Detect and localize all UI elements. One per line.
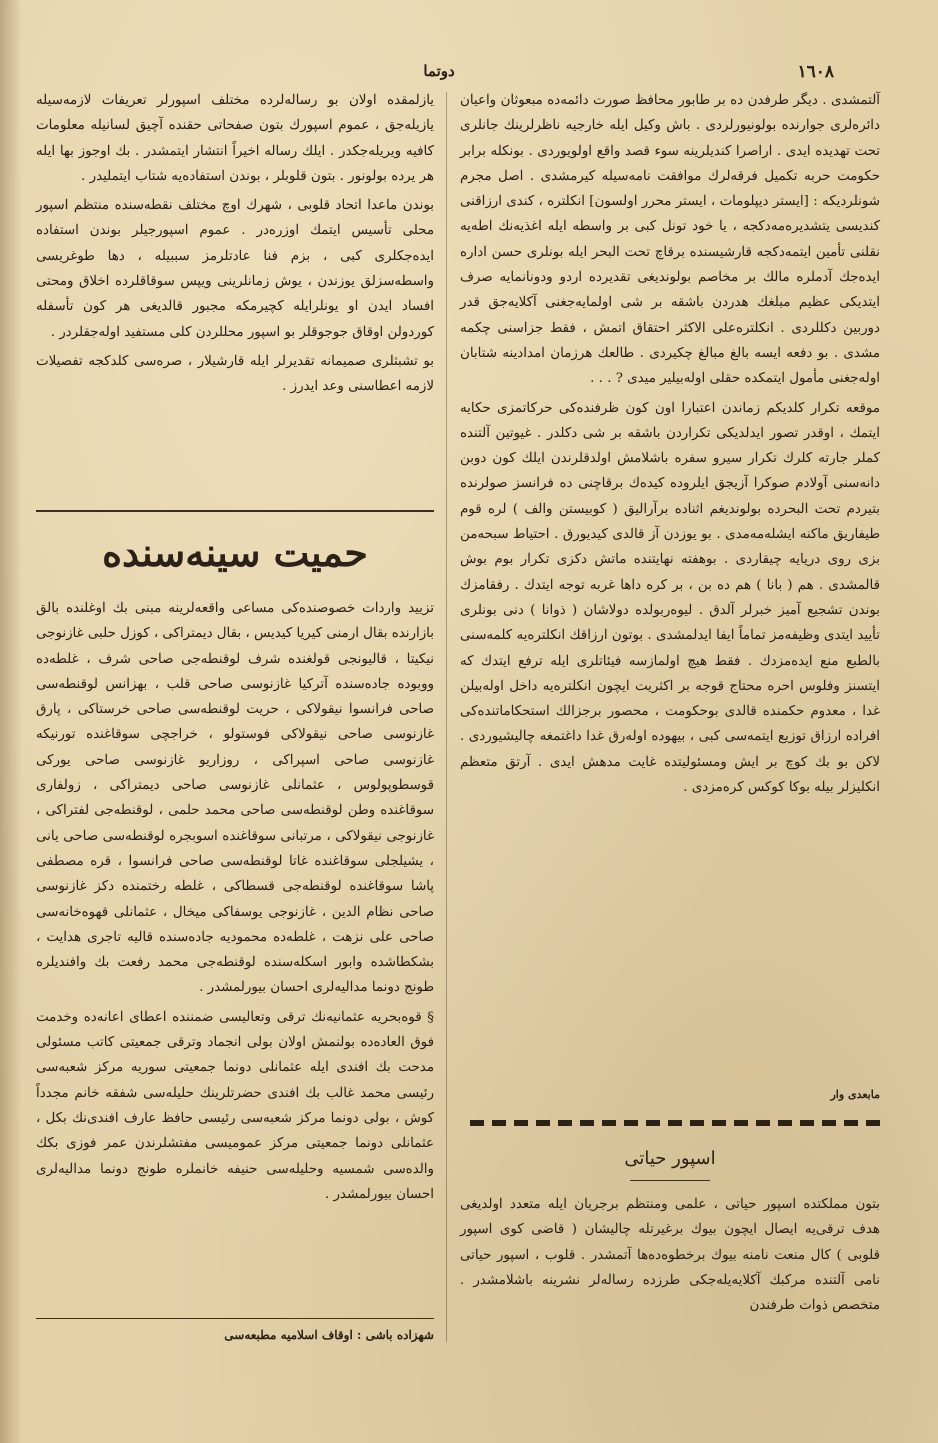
article-paragraph: يازلمقده اولان بو رساله‌لرده مختلف اسپورلر تعريفات لازمه‌سيله يازيله‌جق ، عموم اسپورك بتون صفحاتى حقنده آچيق لسانيله معلومات كافيه ويريله‌جكدر . ايلك رساله اخيراً انتشار ايتمشدر . بك اوجوز بها ايله هر يرده بولونور . بتون قلوبلر ، بوندن استفاده‌يه شتاب ايتمليدر . [36,93,434,184]
column-divider [446,92,447,1342]
article-paragraph: موقعه تكرار كلديكم زماندن اعتبارا اون كون ظرفنده‌كى حركاتمزى حكايه ايتمك ، اوقدر تصور ايدلديكى تكراردن باشقه بر شى دكلدر . غيوتين آلتنده كملر جارته كلرك تكرار سيرو سفره باشلامش اولدقلرندن ايلك كون دوبن دانه‌سنى آولادم صوكرا آزيجق ايلروده كيده‌ك برقاچنى ده فرانسز صولرنده بتيردم تحت البحرده بولونديغم اثناده برآراليق ( كوبيستن والف ) لره قوم طيفاريق ماكنه ايشلەمەمدى . بو يوزدن آز قالدى كيديورق . احتياط سبحه‌من بزى روى دريايه چيقاردى . بوهفته نهايتنده ماتش دكزى تكرار بوم بوش قالمشدى . هم ( بانا ) هم ده بن ، بر كره داها غربه توجه ايتدك . رفقامزك بوندن تشجيع آميز خبرلر آلدق . ليوەربولده دولاشان ( ذوانا ) دنى بونلرى تأييد ايتدى وظيفه‌مز تماماً ايفا ايدلمشدى . بوتون ارزاقك انكلتره‌يه كلمه‌سنى بالطبع منع ايده‌مزدك . فقط هيچ اولمازسه فيئاتلرى ايله ترفع ايتدك كه ايتسنز وفلوس احره محتاج قوجه بر اكثريت ايچون انكلتره‌يه داخل اوله‌بيلن غدا ، معدوم حكمنده قالدى بوحكومت ، محصور برجزالك استحكاماتنده‌كى افراده ارزاق توزيع ايتمەسى كبى ، بيهوده اولەرق غدا داغتمغه چاليشيوردى . لاكن بو بك كوچ بر ايش ومسئوليتده غايت مدهش ايدى . آرتق متعظم انكليزلر بيله بوكا كوكس كرەمزدى . [460,400,880,796]
continued-note: مابعدى وار [830,1088,880,1101]
running-title: دوتما [423,62,455,80]
article-paragraph: بتون مملكتده اسپور حياتى ، علمى ومنتظم برجريان ايله متعدد اولديغى هدف ترقى‌يه ايصال ايچون بيوك برغيرتله چاليشان ( قاضى كوى اسپور قلوبى ) كال منعت نامنه بيوك برخطوه‌ده‌ها آتمشدر . قلوب ، اسپور حياتى نامى آلتنده مركبك آكلايه‌يله‌جكى طرزده رساله‌لر نشرينه باشلامشدر . متخصص ذوات طرفندن [460,1197,880,1314]
article-paragraph: § قوه‌بحريه عثمانيه‌نك ترقى وتعاليسى ضمننده اعطاى اعانه‌ده وخدمت فوق العاده‌ده بولنمش اولان بولى انجماد وترقى جمعيتى كاتب مسئولى مدحت بك افندى ايله عثمانلى دونما جمعيتى سوريه مركز شعبه‌سى رئيسى محمد غالب بك افندى حضرتلرينك حليله‌سى شفقه خانم مجدداً كوش ، بولى دونما مركز شعبه‌سى رئيسى حافظ عارف افندى‌نك بكل ، عثمانلى دونما جمعيتى مركز عموميسى مفتشلرندن عمر فوزى بكك والده‌سى شمسيه وحليله‌سى حنيفه خانملره طونج دونما مداليه‌لرى احسان بيورلمشدر . [36,1009,434,1202]
article-paragraph: آلتمشدى . ديگر طرفدن ده بر طابور محافظ صورت دائمه‌ده مبعوثان واعيان دائره‌لرى جوارنده بولونيورلردى . باش وكيل ايله خارجيه ناظرلرينك جانلرى تحت تهديده ايدى . اراصرا كنديلرينه سوء قصد واقع اولويوردى . بونكله برابر حكومت حربه تكميل فرقه‌لرك موافقت نامه‌سيله كيرمشدى . اصل مجرم شونلرديكه : [ايستر ديپلومات ، ايستر محرر اولسون] انكلتره ، كندى ارزاقنى كنديسى يتشديرەمەدكجه ، يا خود تونل كبى بر واسطه ايله اغذيه‌نك اطه‌يه نقلنى تأمين ايتمەدكجه قارشيسنده برقاچ تحت البحر ايله بونلرى حسن اداره ايده‌جك آدملره مالك بر مخاصم بولونديغى تقديرده اردو ودونانمايه صرف ايتديكى عظيم مبلغك هدردن باشقه بر شى اولمايه‌جغنى آكلايه‌جق قدر دوربين دكللردى . انكلتره‌على الاكثر احتقاق اتمش ، فقط جزاسنى چكمه مشدى . بو دفعه ايسه بالغ مبالغ چكيردى . طالعك هرزمان امدادينه شتابان اوله‌جغنى مأمول ايتمكده حقلى اوله‌بيلير ميدى ? . . . [460,93,880,387]
imprint-rule [36,1318,434,1319]
section-heading-patriotism: حميت سينه‌سنده [102,530,368,575]
right-column [460,88,880,804]
heading-underline [630,1180,710,1181]
article-paragraph: بو تشبثلرى صميمانه تقديرلر ايله قارشيلار ، صره‌سى كلدكجه تفصيلات لازمه اعطاسنى وعد ايدرز . [36,353,434,395]
page-number: ١٦٠٨ [797,62,834,82]
sport-life-article [460,1192,880,1322]
printer-imprint: شهزاده باشى : اوقاف اسلاميه مطبعه‌سى [224,1328,434,1342]
article-paragraph: تزييد واردات خصوصنده‌كى مساعى واقعه‌لرينه مبنى بك اوغلنده بالق بازارنده بقال ارمنى كيريا كيديس ، بقال ديمتراكى ، كوزل حلبى غازنوجى نيكيتا ، قاليونجى قولغنده شرف لوقنطه‌جى صاحى شرف ، غلطه‌ده ووبوده جاده‌سنده آتركيا غازنوسى صاحى قلب ، بهزانس لوقنطه‌سى صاحى فرانسوا نيقولاكى ، حريت لوقنطه‌سى صاحى خرستاكى ، پارق غازنوسى صاحى نيقولاكى فوستولو ، خراجچى سوقاغنده تورنيكه غازنوسى صاحى اسپراكى ، روزاريو غازنوسى صاحى يوركى قوسطوپولوس ، عثمانلى غازنوسى صاحى ديمتراكى ، زولفارى سوقاغنده وطن لوقنطه‌سى صاحى محمد حلمى ، لوقنطه‌جى لفتراكى ، غازنوجى نيقولاكى ، مرتبانى سوقاغنده اسوبجره لوقنطه‌سى صاحى يانى ، يشيلجلى سوقاغنده غاتا لوقنطه‌سى صاحى فرانسوا ، قره مصطفى پاشا سوقاغنده لوقنطه‌جى قسطاكى ، غلطه رختمنده دكز غازنوسى صاحى نظام الدين ، غازنوجى يوسفاكى ميخال ، عثمانلى قهوه‌خانه‌سى صاحى على نزهت ، غلطه‌ده محموديه جاده‌سنده قاليه تاجرى هدايت ، بشكطاشده وابور اسكله‌سنده لوقنطه‌جى محمد رفعت بك وافنديلره طونج دونما مداليه‌لرى احسان بيورلمشدر . [36,601,434,996]
page-binding-shadow [0,0,22,1443]
dashed-separator [470,1120,880,1126]
left-column-top [36,88,434,404]
article-paragraph: بوندن ماعدا اتحاد قلوبى ، شهرك اوچ مختلف نقطه‌سنده منتظم اسپور محلى تأسيس ايتمك اوزره‌در . عموم اسپورجيلر بوندن استفاده ايده‌جكلرى كبى ، بزم فنا عادتلرمز سببيله ، دها طوغريسى واسطه‌سزلق يوزندن ، يوش زمانلرينى ويپس سوقاقلرده اخلاق ومحتى افساد ايدن او يونلرايله كچيرمكه مجبور قالديغى هر كون تأسفله كوردولن اوقاق جوجوقلر بو اسپور محللردن كلى مستفيد اوله‌جقلردر . [36,198,434,340]
section-heading-sport-life: اسپور حياتى [624,1148,716,1169]
patriotism-article [36,596,434,1211]
section-rule [36,510,434,512]
